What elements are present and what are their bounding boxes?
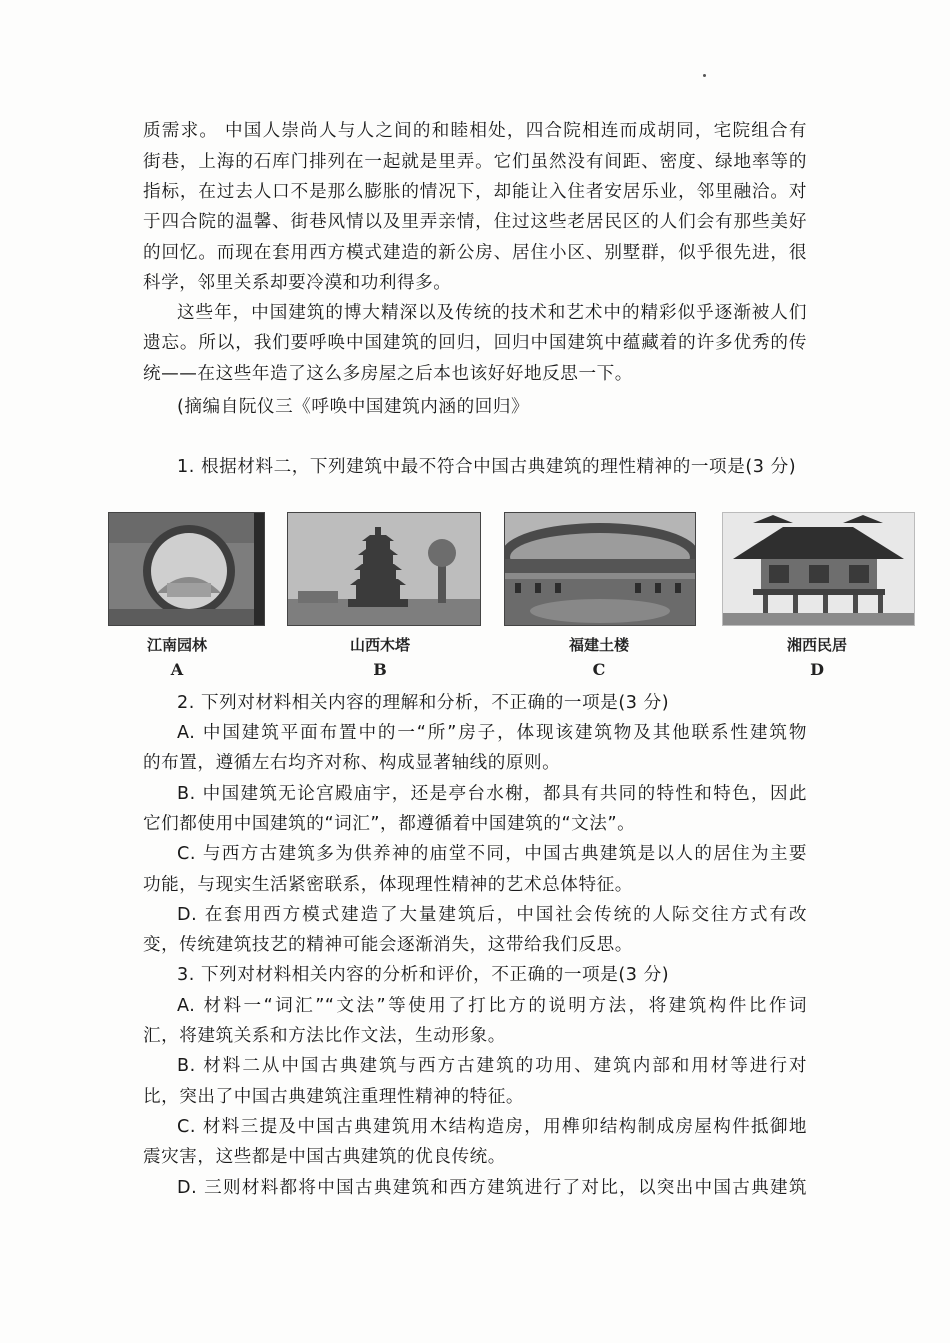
option-c-letter: C [592, 660, 606, 679]
wooden-pagoda-icon [287, 512, 481, 626]
question-2-option-line: 功能，与现实生活紧密联系，体现理性精神的艺术总体特征。 [143, 875, 633, 895]
question-3-option-line: 比，突出了中国古典建筑注重理性精神的特征。 [143, 1087, 525, 1107]
option-c-caption: 福建土楼 [568, 636, 629, 654]
question-2-option-line: 变，传统建筑技艺的精神可能会逐渐消失，这带给我们反思。 [143, 935, 633, 955]
question-2-option-line: A. 中国建筑平面布置中的一“所”房子，体现该建筑物及其他联系性建筑物 [177, 723, 807, 743]
garden-moon-gate-icon [108, 512, 265, 626]
question-2-option-line: D. 在套用西方模式建造了大量建筑后，中国社会传统的人际交往方式有改 [177, 905, 807, 925]
option-d [722, 512, 915, 682]
passage-line: 街巷，上海的石库门排列在一起就是里弄。它们虽然没有间距、密度、绿地率等的 [143, 152, 807, 172]
option-d-letter: D [810, 660, 824, 679]
question-3-option-line: C. 材料三提及中国古典建筑用木结构造房，用榫卯结构制成房屋构件抵御地 [177, 1117, 807, 1137]
option-a-caption: 江南园林 [146, 636, 207, 654]
passage-line: 的回忆。而现在套用西方模式建造的新公房、居住小区、别墅群，似乎很先进，很 [143, 243, 807, 263]
tulou-courtyard-icon [504, 512, 696, 626]
stilt-house-icon [722, 512, 915, 626]
question-3-option-line: B. 材料二从中国古典建筑与西方古建筑的功用、建筑内部和用材等进行对 [177, 1056, 807, 1076]
question-3-stem: 3. 下列对材料相关内容的分析和评价，不正确的一项是(3 分) [177, 965, 670, 985]
question-2-stem: 2. 下列对材料相关内容的理解和分析，不正确的一项是(3 分) [177, 693, 670, 713]
option-a-letter: A [170, 660, 184, 679]
option-a [108, 512, 266, 682]
scan-speck [703, 74, 706, 77]
option-b-letter: B [373, 660, 387, 679]
question-3-option-line: 震灾害，这些都是中国古典建筑的优良传统。 [143, 1147, 506, 1167]
passage-line: 统——在这些年造了这么多房屋之后本也该好好地反思一下。 [143, 364, 633, 384]
question-2-option-line: B. 中国建筑无论宫殿庙宇，还是亭台水榭，都具有共同的特性和特色，因此 [177, 784, 807, 804]
passage-line: 指标，在过去人口不是那么膨胀的情况下，却能让入住者安居乐业，邻里融洽。对 [143, 182, 807, 202]
passage-line: 科学，邻里关系却要冷漠和功利得多。 [143, 273, 452, 293]
question-2-option-line: C. 与西方古建筑多为供养神的庙堂不同，中国古典建筑是以人的居住为主要 [177, 844, 807, 864]
option-c [504, 512, 696, 682]
question-3-option-line: D. 三则材料都将中国古典建筑和西方建筑进行了对比，以突出中国古典建筑 [177, 1178, 807, 1198]
passage-line: 遗忘。所以，我们要呼唤中国建筑的回归，回归中国建筑中蕴藏着的许多优秀的传 [143, 333, 807, 353]
passage-source: (摘编自阮仪三《呼唤中国建筑内涵的回归》 [177, 397, 530, 417]
option-b-caption: 山西木塔 [349, 636, 410, 654]
question-3-option-line: A. 材料一“词汇”“文法”等使用了打比方的说明方法，将建筑构件比作词 [177, 996, 807, 1016]
question-2-option-line: 它们都使用中国建筑的“词汇”，都遵循着中国建筑的“文法”。 [143, 814, 636, 834]
passage-line: 于四合院的温馨、街巷风情以及里弄亲情，住过这些老居民区的人们会有那些美好 [143, 212, 807, 232]
question-2-option-line: 的布置，遵循左右均齐对称、构成显著轴线的原则。 [143, 753, 561, 773]
question-3-option-line: 汇，将建筑关系和方法比作文法，生动形象。 [143, 1026, 506, 1046]
option-d-caption: 湘西民居 [786, 636, 847, 654]
passage-line: 这些年，中国建筑的博大精深以及传统的技术和艺术中的精彩似乎逐渐被人们 [177, 303, 807, 323]
question-1-stem: 1. 根据材料二，下列建筑中最不符合中国古典建筑的理性精神的一项是(3 分) [177, 457, 797, 477]
passage-line: 质需求。 中国人崇尚人与人之间的和睦相处，四合院相连而成胡同，宅院组合有 [143, 121, 807, 141]
option-b [287, 512, 480, 682]
